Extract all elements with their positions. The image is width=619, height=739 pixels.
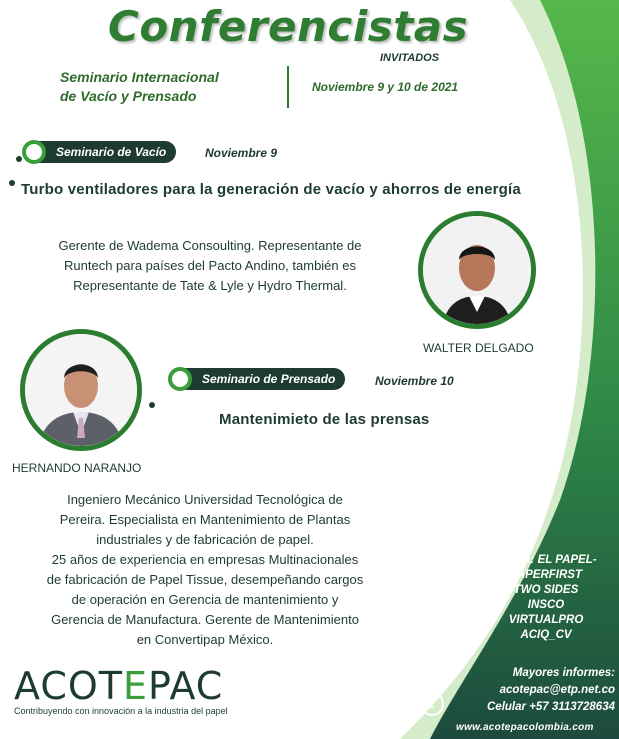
contact-heading: Mayores informes:	[512, 667, 615, 679]
session1-badge	[28, 141, 176, 163]
sponsor-item: Apoya: EL PAPEL-	[495, 554, 597, 566]
page-title: Conferencistas	[108, 2, 469, 51]
subtitle: INVITADOS	[380, 52, 440, 64]
speaker1-avatar	[418, 211, 536, 329]
seminar-line-2: de Vacío y Prensado	[60, 88, 197, 104]
instagram-icon[interactable]: ◎	[420, 660, 444, 684]
speaker2-portrait-icon	[25, 334, 137, 446]
bio-line: Gerente de Wadema Consoulting. Representante de	[58, 238, 362, 253]
seminar-name	[60, 68, 219, 106]
contact-info	[472, 665, 615, 716]
logo-text-c: PAC	[148, 664, 224, 708]
sponsor-item: ACIQ_CV	[520, 629, 572, 641]
logo-tagline: Contribuyendo con innovación a la industria del papel	[14, 706, 228, 716]
contact-email[interactable]: acotepac@etp.net.co	[499, 684, 615, 696]
bio-line: Representante de Tate & Lyle y Hydro Thermal.	[73, 278, 347, 293]
bio-line: industriales y de fabricación de papel.	[96, 532, 314, 547]
speaker1-portrait-icon	[423, 216, 531, 324]
sponsor-item: PAPERFIRST	[510, 569, 582, 581]
bio-line: Pereira. Especialista en Mantenimiento de Plantas	[59, 512, 351, 527]
sponsors-list	[481, 553, 611, 643]
sponsor-item: INSCO	[527, 599, 565, 611]
speaker2-avatar	[20, 329, 142, 451]
decor-dot	[149, 402, 155, 408]
bio-line: de fabricación de Papel Tissue, desempeñando cargos	[46, 572, 364, 587]
session1-bio	[40, 236, 380, 296]
bio-line: en Convertipap México.	[136, 632, 274, 647]
speaker2-name: HERNANDO NARANJO	[12, 461, 142, 475]
session2-badge-label: Seminario de Prensado	[202, 372, 336, 386]
sponsor-item: TWO SIDES	[513, 584, 579, 596]
session1-badge-ring-icon	[22, 140, 46, 164]
session2-bio	[20, 490, 390, 650]
bio-line: Ingeniero Mecánico Universidad Tecnológica de	[67, 492, 343, 507]
session1-talk-title: Turbo ventiladores para la generación de vacío y ahorros de energía	[21, 181, 521, 198]
acotepac-logo	[14, 664, 223, 708]
seminar-line-1: Seminario Internacional	[60, 69, 219, 85]
contact-phone: Celular +57 3113728634	[487, 701, 615, 713]
session1-badge-label: Seminario de Vacío	[56, 145, 167, 159]
bio-line: Gerencia de Manufactura. Gerente de Mantenimiento	[51, 612, 359, 627]
speaker1-name: WALTER DELGADO	[423, 341, 534, 355]
event-dates: Noviembre 9 y 10 de 2021	[312, 80, 459, 94]
decor-dot	[9, 180, 15, 186]
logo-text-a: ACOT	[14, 664, 123, 708]
bio-line: Runtech para países del Pacto Andino, también es	[64, 258, 356, 273]
decor-dot	[16, 156, 22, 162]
sponsor-item: VIRTUALPRO	[508, 614, 584, 626]
website-link[interactable]: www.acotepacolombia.com	[456, 722, 594, 733]
bio-line: de operación en Gerencia de mantenimiento y	[71, 592, 339, 607]
session2-date: Noviembre 10	[375, 374, 454, 388]
header-divider	[287, 66, 289, 108]
logo-text-b: E	[122, 664, 148, 708]
session2-badge	[174, 368, 345, 390]
linkedin-icon[interactable]: in	[392, 660, 416, 684]
session2-talk-title: Mantenimieto de las prensas	[219, 411, 430, 428]
bio-line: 25 años de experiencia en empresas Multinacionales	[51, 552, 359, 567]
twitter-icon[interactable]: t	[420, 692, 444, 716]
session1-date: Noviembre 9	[205, 146, 278, 160]
session2-badge-ring-icon	[168, 367, 192, 391]
facebook-icon[interactable]: f	[392, 692, 416, 716]
